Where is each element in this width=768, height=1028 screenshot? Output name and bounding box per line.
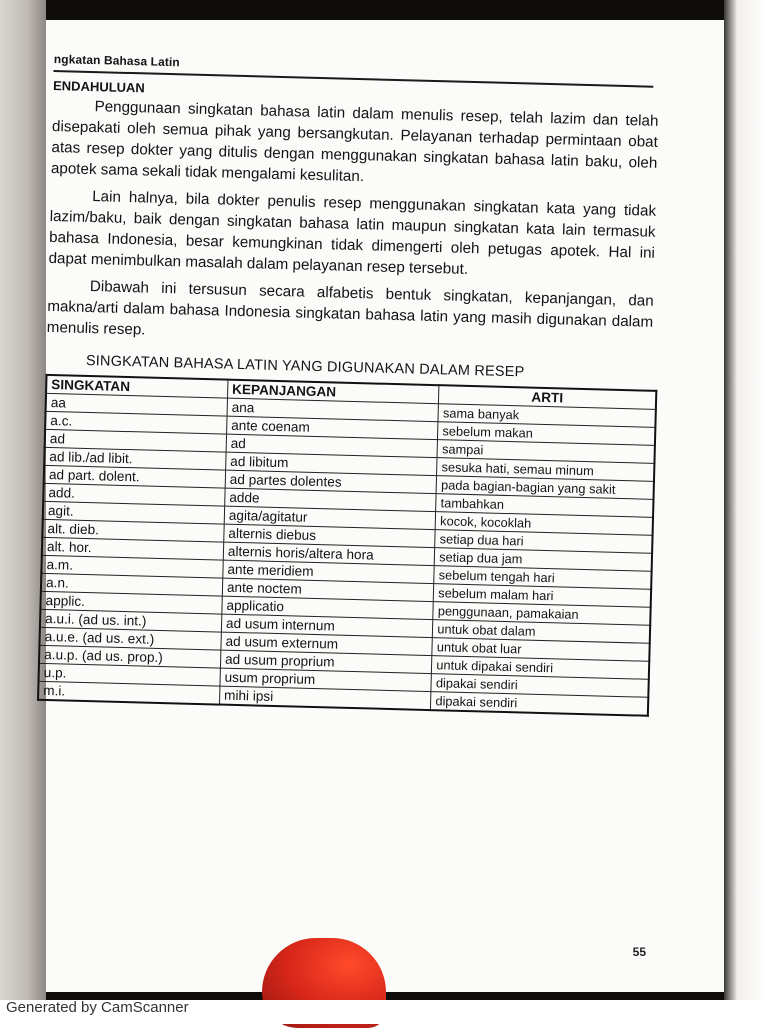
cell-arti: kocok, kocoklah bbox=[435, 512, 653, 536]
cell-kepanjangan: alternis diebus bbox=[224, 524, 436, 548]
cell-arti: dipakai sendiri bbox=[431, 692, 649, 716]
page-number: 55 bbox=[632, 945, 646, 959]
cell-singkatan: m.i. bbox=[38, 681, 220, 704]
cell-kepanjangan: ante meridiem bbox=[223, 560, 435, 584]
cell-kepanjangan: ad usum externum bbox=[221, 632, 433, 656]
page-left-edge bbox=[0, 0, 46, 1000]
cell-kepanjangan: applicatio bbox=[222, 596, 434, 620]
section-title: ENDAHULUAN bbox=[52, 77, 146, 96]
cell-arti: sesuka hati, semau minum bbox=[437, 458, 655, 482]
cell-arti: setiap dua jam bbox=[434, 548, 652, 572]
camscanner-watermark: Generated by CamScanner bbox=[6, 999, 189, 1016]
cell-arti: untuk obat luar bbox=[432, 638, 650, 662]
running-head: ngkatan Bahasa Latin bbox=[53, 52, 180, 70]
cell-arti: penggunaan, pamakaian bbox=[433, 602, 651, 626]
cell-kepanjangan: ad partes dolentes bbox=[225, 470, 437, 494]
table-body bbox=[38, 393, 656, 715]
paragraph-2: Lain halnya, bila dokter penulis resep menggunakan singkatan kata yang tidak lazim/baku, baik dengan singkatan bahasa latin maupun singkatan kata lain termasuk bahasa Indonesia, besar kemungkinan tidak dimengerti oleh petugas apotek. Hal ini dapat menimbulkan masalah dalam pelayanan resep tersebut. bbox=[48, 188, 657, 278]
cell-singkatan: a.u.p. (ad us. prop.) bbox=[39, 645, 221, 668]
paragraph-1: Penggunaan singkatan bahasa latin dalam menulis resep, telah lazim dan telah disepakati oleh semua pihak yang bersangkutan. Pelayanan terhadap permintaan obat atas resep dokter yang ditulis dengan menggunakan singkatan bahasa latin baku, oleh apotek sama sekali tidak mengalami kesulitan. bbox=[50, 98, 659, 186]
cell-kepanjangan: ante noctem bbox=[222, 578, 434, 602]
cell-arti: sebelum malam hari bbox=[434, 584, 652, 608]
cell-arti: untuk obat dalam bbox=[433, 620, 651, 644]
cell-singkatan: a.c. bbox=[45, 411, 227, 434]
page-content bbox=[37, 52, 660, 717]
cell-kepanjangan: ante coenam bbox=[226, 416, 438, 440]
cell-singkatan: add. bbox=[43, 483, 225, 506]
cell-arti: sebelum tengah hari bbox=[434, 566, 652, 590]
cell-kepanjangan: mihi ipsi bbox=[219, 686, 431, 710]
cell-kepanjangan: ad libitum bbox=[226, 452, 438, 476]
cell-singkatan: alt. hor. bbox=[42, 537, 224, 560]
cell-singkatan: a.u.i. (ad us. int.) bbox=[40, 609, 222, 632]
cell-arti: sama banyak bbox=[438, 404, 656, 428]
cell-kepanjangan: ad bbox=[226, 434, 438, 458]
cell-arti: untuk dipakai sendiri bbox=[432, 656, 650, 680]
cell-arti: setiap dua hari bbox=[435, 530, 653, 554]
cell-arti: dipakai sendiri bbox=[431, 674, 649, 698]
abbreviation-table bbox=[37, 374, 657, 717]
cell-kepanjangan: agita/agitatur bbox=[224, 506, 436, 530]
cell-singkatan: ad bbox=[45, 429, 227, 452]
document-page bbox=[43, 20, 724, 992]
cell-singkatan: applic. bbox=[40, 591, 222, 614]
cell-kepanjangan: ad usum internum bbox=[221, 614, 433, 638]
table-title: SINGKATAN BAHASA LATIN YANG DIGUNAKAN DALAM RESEP bbox=[85, 352, 525, 381]
cell-singkatan: aa bbox=[46, 393, 228, 416]
cell-kepanjangan: alternis horis/altera hora bbox=[223, 542, 435, 566]
cell-singkatan: a.u.e. (ad us. ext.) bbox=[39, 627, 221, 650]
page-right-edge bbox=[724, 0, 768, 1000]
cell-kepanjangan: ana bbox=[227, 398, 439, 422]
header-arti: ARTI bbox=[439, 385, 657, 409]
header-singkatan: SINGKATAN bbox=[46, 375, 228, 398]
cell-arti: pada bagian-bagian yang sakit bbox=[436, 476, 654, 500]
cell-arti: tambahkan bbox=[436, 494, 654, 518]
cell-singkatan: ad part. dolent. bbox=[44, 465, 226, 488]
cell-singkatan: a.n. bbox=[41, 573, 223, 596]
cell-kepanjangan: ad usum proprium bbox=[220, 650, 432, 674]
cell-singkatan: agit. bbox=[43, 501, 225, 524]
cell-singkatan: u.p. bbox=[39, 663, 221, 686]
cell-arti: sampai bbox=[437, 440, 655, 464]
cell-singkatan: ad lib./ad libit. bbox=[44, 447, 226, 470]
cell-singkatan: alt. dieb. bbox=[42, 519, 224, 542]
header-kepanjangan: KEPANJANGAN bbox=[227, 380, 439, 404]
cell-arti: sebelum makan bbox=[438, 422, 656, 446]
cell-kepanjangan: adde bbox=[225, 488, 437, 512]
cell-singkatan: a.m. bbox=[41, 555, 223, 578]
paragraph-3: Dibawah ini tersusun secara alfabetis bentuk singkatan, kepanjangan, dan makna/arti dalam bahasa Indonesia singkatan bahasa latin yang masih digunakan dalam menulis resep. bbox=[46, 278, 654, 339]
cell-kepanjangan: usum proprium bbox=[220, 668, 432, 692]
